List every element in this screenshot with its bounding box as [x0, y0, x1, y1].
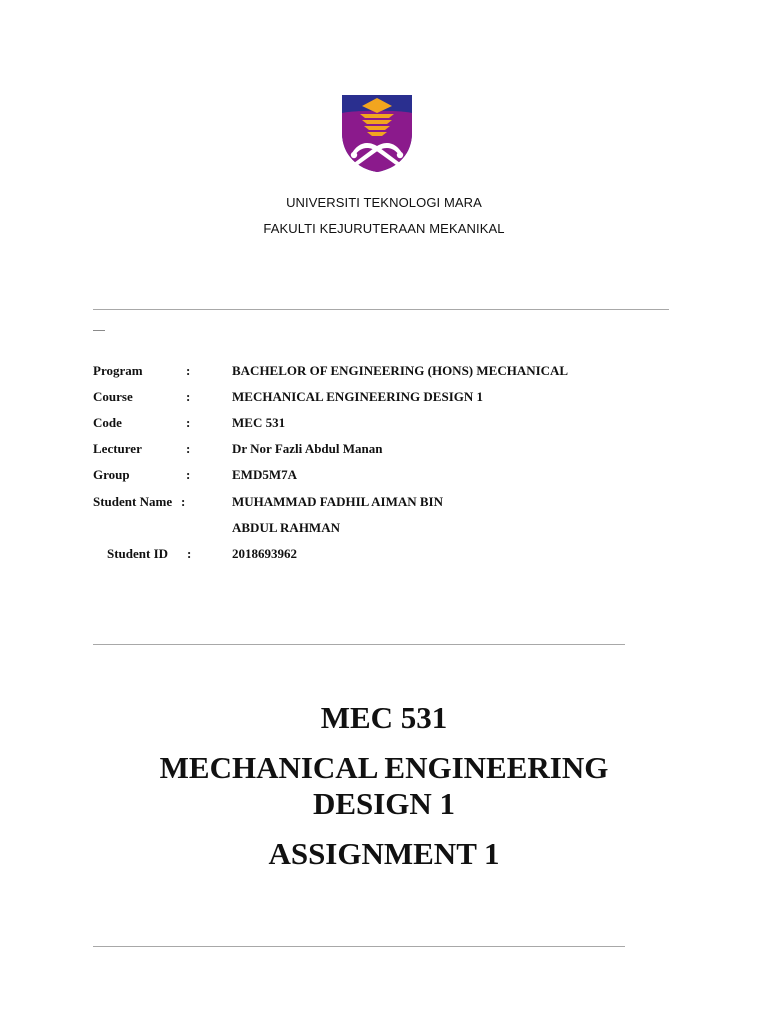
middle-divider	[93, 644, 625, 645]
title-course-line2: DESIGN 1	[312, 786, 456, 821]
detail-colon: :	[186, 389, 191, 404]
detail-colon: :	[187, 546, 192, 561]
detail-value: BACHELOR OF ENGINEERING (HONS) MECHANICAL	[232, 363, 569, 378]
detail-value: EMD5M7A	[232, 467, 297, 482]
short-dash	[93, 330, 105, 331]
detail-value: Dr Nor Fazli Abdul Manan	[232, 441, 383, 456]
title-course-line1: MECHANICAL ENGINEERING	[159, 750, 609, 785]
detail-colon: :	[186, 467, 191, 482]
detail-label: Group	[93, 467, 130, 482]
top-divider	[93, 309, 669, 310]
detail-label: Course	[93, 389, 133, 404]
detail-label: Student Name	[93, 494, 173, 509]
detail-value: MEC 531	[232, 415, 286, 430]
uitm-crest-icon	[340, 93, 414, 173]
detail-label: Program	[93, 363, 143, 378]
detail-colon: :	[186, 363, 191, 378]
detail-colon: :	[181, 494, 186, 509]
detail-value: MUHAMMAD FADHIL AIMAN BIN	[232, 494, 443, 509]
university-name: UNIVERSITI TEKNOLOGI MARA	[286, 195, 482, 210]
detail-colon: :	[186, 415, 191, 430]
detail-label: Lecturer	[93, 441, 142, 456]
detail-value: 2018693962	[232, 546, 297, 561]
detail-label: Code	[93, 415, 122, 430]
detail-value: ABDUL RAHMAN	[232, 520, 340, 535]
faculty-name: FAKULTI KEJURUTERAAN MEKANIKAL	[263, 221, 505, 236]
detail-value: MECHANICAL ENGINEERING DESIGN 1	[232, 389, 484, 404]
detail-label: Student ID	[107, 546, 169, 561]
bottom-divider	[93, 946, 625, 947]
title-assignment: ASSIGNMENT 1	[268, 836, 500, 871]
detail-colon: :	[186, 441, 191, 456]
title-code: MEC 531	[320, 700, 448, 735]
